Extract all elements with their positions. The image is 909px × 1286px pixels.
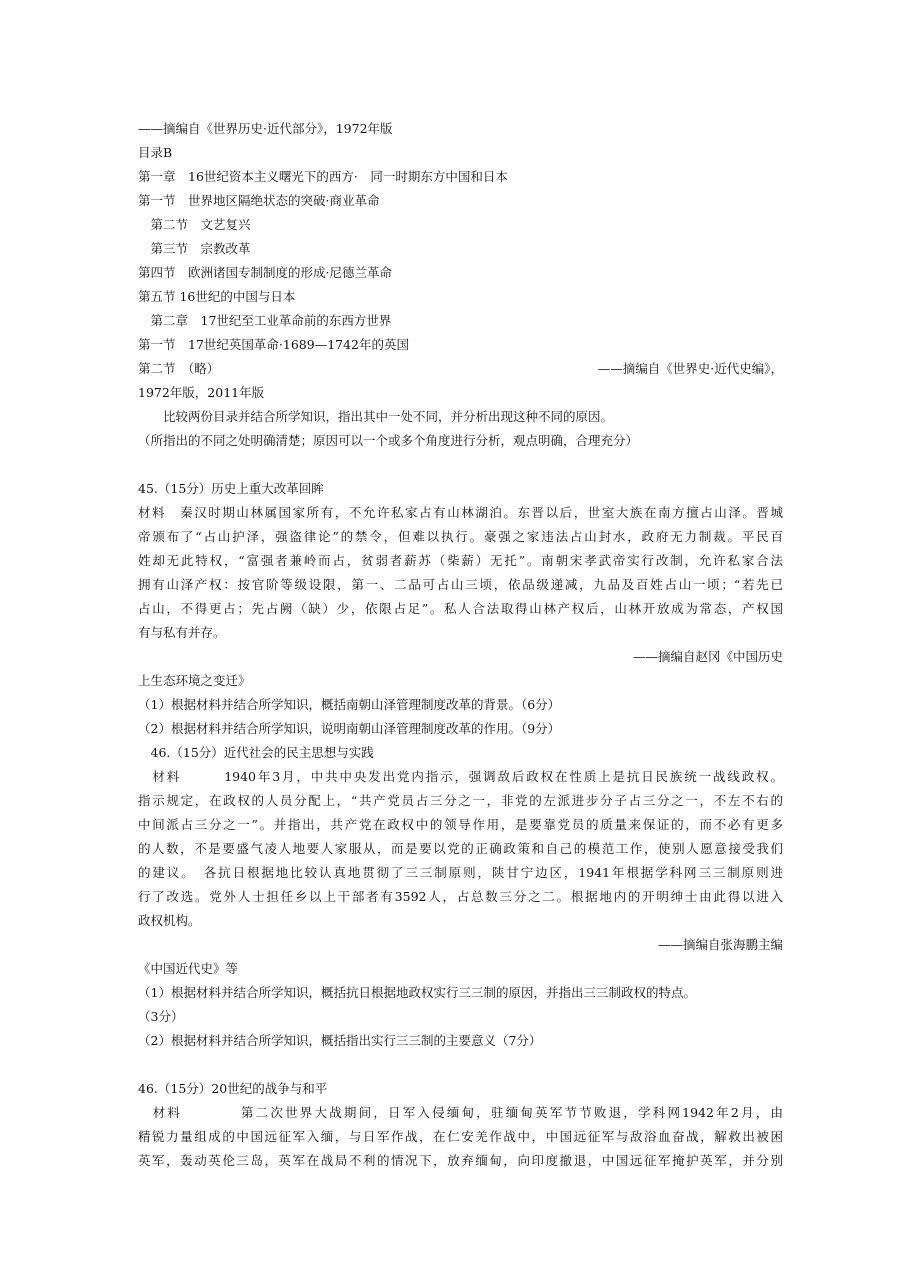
- catalog-item: 第二节 文艺复兴: [138, 217, 251, 232]
- catalog-item: 第四节 欧洲诸国专制制度的形成·尼德兰革命: [138, 265, 392, 280]
- material-paragraph-line: 有与私有并存。: [138, 625, 226, 640]
- material-paragraph-line: 材料 第二次世界大战期间，日军入侵缅甸，驻缅甸英军节节败退，学科网1942年2月，由: [138, 1105, 783, 1120]
- material-paragraph-line: 指示规定，在政权的人员分配上，“共产党员占三分之一，非党的左派进步分子占三分之一，不左不右的: [138, 793, 783, 808]
- source-citation-b-cont: 1972年版，2011年版: [138, 385, 265, 400]
- material-paragraph-line: 的建议。 各抗日根据地比较认真地贯彻了三三制原则，陕甘宁边区，1941年根据学科网三三制原则进: [138, 865, 783, 880]
- source-citation-b: ——摘编自《世界史·近代史编》，: [597, 361, 783, 376]
- source-citation-45: ——摘编自赵冈《中国历史: [632, 649, 783, 664]
- question-prompt: 比较两份目录并结合所学知识，指出其中一处不同，并分析出现这种不同的原因。: [138, 409, 614, 424]
- source-citation-a: ——摘编自《世界历史·近代部分》，1972年版: [138, 121, 393, 136]
- question-45-part-2: （2）根据材料并结合所学知识，说明南朝山泽管理制度改革的作用。（9分）: [138, 721, 561, 736]
- material-paragraph-line: 中间派占三分之一”。并指出，共产党在政权中的领导作用，是要靠党员的质量来保证的，而不必有更多: [138, 817, 783, 832]
- catalog-item: 第三节 宗教改革: [138, 241, 251, 256]
- scoring-note: （所指出的不同之处明确清楚；原因可以一个或多个角度进行分析，观点明确，合理充分）: [138, 433, 639, 448]
- catalog-item: 第五节 16世纪的中国与日本: [138, 289, 296, 304]
- question-46-part-1: （1）根据材料并结合所学知识，概括抗日根据地政权实行三三制的原因，并指出三三制政权的特点。: [138, 985, 696, 1000]
- catalog-item: 第二节 （略）: [138, 361, 220, 376]
- material-paragraph-line: 的人数，不是要盛气凌人地要人家服从，而是要以党的正确政策和自己的模范工作，使别人愿意接受我们: [138, 841, 783, 856]
- question-46-heading: 46.（15分）近代社会的民主思想与实践: [138, 745, 374, 760]
- question-45-heading: 45.（15分）历史上重大改革回眸: [138, 481, 324, 496]
- material-paragraph-line: 材料 1940年3月，中共中央发出党内指示，强调敌后政权在性质上是抗日民族统一战线政权。: [138, 769, 783, 784]
- material-paragraph-line: 英军，轰动英伦三岛，英军在战局不利的情况下，放弃缅甸，向印度撤退，中国远征军掩护英军，并分别: [138, 1153, 783, 1168]
- material-paragraph-line: 精锐力量组成的中国远征军入缅，与日军作战，在仁安羌作战中，中国远征军与敌浴血奋战，解救出被困: [138, 1129, 783, 1144]
- catalog-item: 第一节 17世纪英国革命·1689—1742年的英国: [138, 337, 410, 352]
- source-citation-46-cont: 《中国近代史》等: [138, 961, 239, 976]
- material-paragraph-line: 行了改选。党外人士担任乡以上干部者有3592人，占总数三分之二。根据地内的开明绅士由此得以进入: [138, 889, 783, 904]
- material-paragraph-line: 材料 秦汉时期山林属国家所有，不允许私家占有山林湖泊。东晋以后，世室大族在南方擅占山泽。晋城: [138, 505, 783, 520]
- source-citation-45-cont: 上生态环境之变迁》: [138, 673, 251, 688]
- material-paragraph-line: 占山，不得更占；先占阙（缺）少，依限占足”。私人合法取得山林产权后，山林开放成为常态，产权国: [138, 601, 783, 616]
- material-paragraph-line: 政权机构。: [138, 913, 201, 928]
- material-paragraph-line: 拥有山泽产权：按官阶等级设限，第一、二品可占山三顷，依品级递减，九品及百姓占山一顷；“若先已: [138, 577, 783, 592]
- source-citation-46: ——摘编自张海鹏主编: [657, 937, 783, 952]
- catalog-item: 第一节 世界地区隔绝状态的突破·商业革命: [138, 193, 380, 208]
- catalog-item: 第一章 16世纪资本主义曙光下的西方· 同一时期东方中国和日本: [138, 169, 508, 184]
- catalog-b-heading: 目录B: [138, 145, 173, 160]
- material-paragraph-line: 姓却无此特权，“富强者兼岭而占，贫弱者薪苏（柴薪）无托”。南朝宋孝武帝实行改制，允许私家合法: [138, 553, 783, 568]
- question-46-part-1-score: （3分）: [138, 1009, 184, 1024]
- material-paragraph-line: 帝颁布了“占山护泽，强盗律论”的禁令，但难以执行。豪强之家违法占山封水，政府无力制裁。平民百: [138, 529, 783, 544]
- question-45-part-1: （1）根据材料并结合所学知识，概括南朝山泽管理制度改革的背景。（6分）: [138, 697, 561, 712]
- catalog-item: 第二章 17世纪至工业革命前的东西方世界: [138, 313, 392, 328]
- question-46-part-2: （2）根据材料并结合所学知识，概括指出实行三三制的主要意义（7分）: [138, 1033, 542, 1048]
- question-46b-heading: 46.（15分）20世纪的战争与和平: [138, 1081, 328, 1096]
